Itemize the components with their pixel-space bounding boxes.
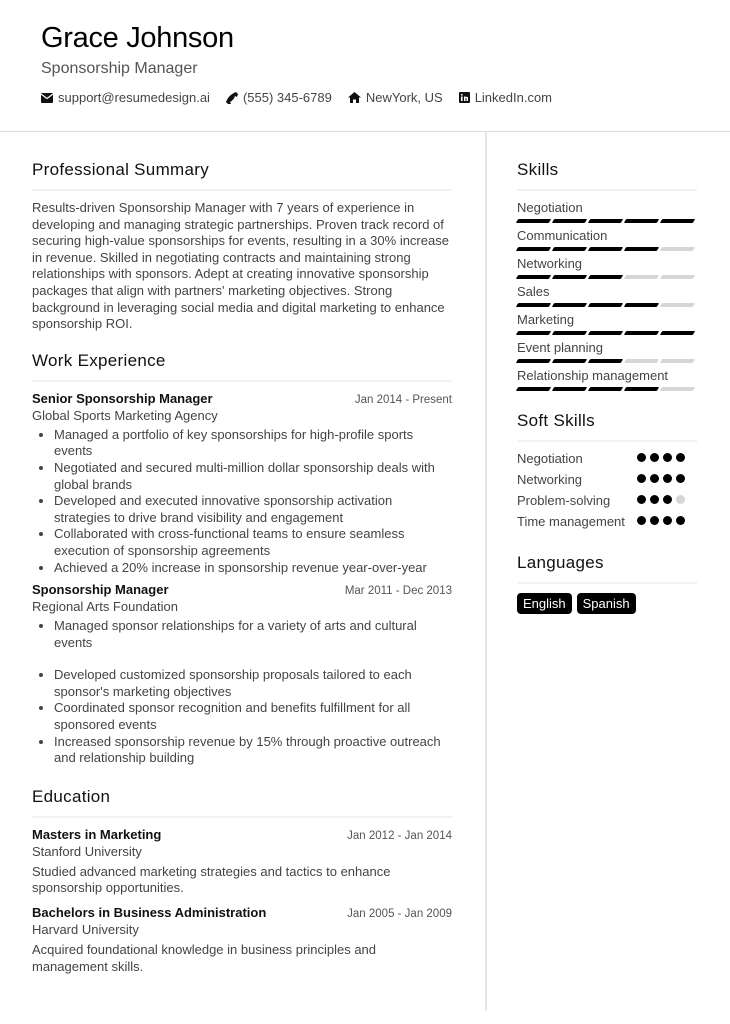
- candidate-title: Sponsorship Manager: [41, 60, 198, 77]
- level-segment: [516, 275, 551, 279]
- contact-phone-text: (555) 345-6789: [242, 90, 332, 105]
- level-segment: [660, 359, 695, 363]
- job-role: Sponsorship Manager: [32, 582, 169, 598]
- soft-skill-rating: [637, 493, 697, 504]
- rating-dot: [650, 474, 659, 483]
- level-segment: [552, 275, 587, 279]
- job-org: Global Sports Marketing Agency: [32, 407, 218, 423]
- skills-section: [517, 160, 697, 391]
- skill-level-bar: [517, 387, 697, 391]
- rating-dot: [676, 516, 685, 525]
- level-segment: [624, 303, 659, 307]
- education-desc: Studied advanced marketing strategies and tactics to enhance sponsorship opportunities.: [32, 863, 391, 896]
- level-segment: [588, 359, 623, 363]
- skills-list: [517, 200, 697, 391]
- section-title: Education: [32, 787, 452, 818]
- rating-dot: [637, 453, 646, 462]
- rating-dot: [663, 474, 672, 483]
- level-segment: [660, 219, 695, 223]
- skill-label: Marketing: [517, 312, 575, 327]
- level-segment: [588, 247, 623, 251]
- level-segment: [624, 275, 659, 279]
- level-segment: [624, 387, 659, 391]
- rating-dot: [663, 453, 672, 462]
- main-column: [32, 160, 452, 975]
- job-bullet: • Achieved a 20% increase in sponsorship revenue year-over-year: [54, 560, 452, 577]
- soft-skill-label: Time management: [517, 514, 625, 529]
- soft-skill-item: [517, 493, 697, 508]
- summary-section: [32, 160, 452, 333]
- rating-dot: [637, 516, 646, 525]
- education-date: Jan 2012 - Jan 2014: [347, 829, 452, 842]
- level-segment: [588, 219, 623, 223]
- soft-skills-list: [517, 451, 697, 529]
- job-bullet: • Negotiated and secured multi-million dollar sponsorship deals with global brands: [54, 460, 452, 493]
- section-title: Professional Summary: [32, 160, 452, 191]
- section-title: Soft Skills: [517, 411, 697, 442]
- job-date: Jan 2014 - Present: [354, 393, 452, 406]
- rating-dot: [637, 474, 646, 483]
- job-entry: [32, 391, 452, 576]
- skill-label: Event planning: [517, 340, 604, 355]
- contact-list: [41, 90, 568, 105]
- level-segment: [516, 219, 551, 223]
- soft-skill-rating: [637, 514, 697, 525]
- languages-list: [517, 593, 697, 614]
- job-bullet: • Increased sponsorship revenue by 15% through proactive outreach and relationship building: [54, 734, 452, 767]
- level-segment: [660, 275, 695, 279]
- skill-level-bar: [517, 331, 697, 335]
- skill-level-bar: [517, 247, 697, 251]
- section-title: Skills: [517, 160, 697, 191]
- rating-dot: [663, 495, 672, 504]
- job-bullet: • Managed sponsor relationships for a variety of arts and cultural events: [54, 618, 452, 651]
- level-segment: [516, 331, 551, 335]
- rating-dot: [650, 453, 659, 462]
- skill-item: [517, 340, 697, 363]
- job-entry: [32, 582, 452, 767]
- skill-item: [517, 312, 697, 335]
- skill-level-bar: [517, 219, 697, 223]
- home-icon: [348, 92, 361, 103]
- contact-linkedin-text: LinkedIn.com: [474, 90, 553, 105]
- level-segment: [588, 275, 623, 279]
- school: Stanford University: [32, 843, 142, 859]
- skill-label: Negotiation: [517, 200, 583, 215]
- rating-dot: [676, 495, 685, 504]
- contact-phone[interactable]: [226, 90, 332, 105]
- level-segment: [660, 247, 695, 251]
- skill-item: [517, 200, 697, 223]
- contact-location-text: NewYork, US: [365, 90, 443, 105]
- level-segment: [588, 303, 623, 307]
- soft-skills-section: [517, 411, 697, 529]
- skill-label: Relationship management: [517, 368, 669, 383]
- skill-label: Communication: [517, 228, 608, 243]
- soft-skill-item: [517, 472, 697, 487]
- level-segment: [660, 331, 695, 335]
- resume-header: [0, 0, 730, 132]
- soft-skill-rating: [637, 451, 697, 462]
- job-bullet: • Coordinated sponsor recognition and benefits fulfillment for all sponsored events: [54, 700, 452, 733]
- education-entry: [32, 905, 452, 975]
- candidate-name: Grace Johnson: [41, 22, 234, 54]
- soft-skill-label: Networking: [517, 472, 583, 487]
- languages-section: [517, 553, 697, 614]
- skill-level-bar: [517, 275, 697, 279]
- skill-label: Sales: [517, 284, 550, 299]
- job-bullet: • Developed customized sponsorship proposals tailored to each sponsor's marketing objectives: [54, 667, 452, 700]
- level-segment: [516, 303, 551, 307]
- soft-skill-item: [517, 514, 697, 529]
- level-segment: [624, 359, 659, 363]
- envelope-icon: [41, 93, 53, 103]
- level-segment: [552, 387, 587, 391]
- experience-section: [32, 351, 452, 767]
- level-segment: [552, 359, 587, 363]
- soft-skill-label: Negotiation: [517, 451, 583, 466]
- level-segment: [660, 387, 695, 391]
- section-title: Work Experience: [32, 351, 452, 382]
- degree: Bachelors in Business Administration: [32, 905, 267, 921]
- rating-dot: [663, 516, 672, 525]
- level-segment: [588, 387, 623, 391]
- skill-level-bar: [517, 303, 697, 307]
- contact-email-text: support@resumedesign.ai: [58, 90, 210, 105]
- soft-skill-item: [517, 451, 697, 466]
- language-tag: Spanish: [577, 593, 636, 614]
- level-segment: [552, 219, 587, 223]
- job-role: Senior Sponsorship Manager: [32, 390, 213, 406]
- level-segment: [624, 247, 659, 251]
- rating-dot: [676, 474, 685, 483]
- degree: Masters in Marketing: [32, 826, 162, 842]
- level-segment: [552, 247, 587, 251]
- language-tag: English: [517, 593, 572, 614]
- linkedin-icon: [459, 92, 470, 103]
- rating-dot: [676, 453, 685, 462]
- level-segment: [516, 247, 551, 251]
- level-segment: [624, 331, 659, 335]
- contact-linkedin[interactable]: [459, 90, 552, 105]
- education-section: [32, 787, 452, 975]
- skill-label: Networking: [517, 256, 583, 271]
- level-segment: [516, 387, 551, 391]
- level-segment: [624, 219, 659, 223]
- skill-item: [517, 256, 697, 279]
- phone-icon: [226, 92, 238, 104]
- job-bullet: • Collaborated with cross-functional teams to ensure seamless execution of sponsorship agreements: [54, 526, 452, 559]
- school: Harvard University: [32, 922, 139, 938]
- job-bullet: • Developed and executed innovative sponsorship activation strategies to drive brand visibility and engagement: [54, 493, 452, 526]
- rating-dot: [650, 495, 659, 504]
- education-desc: Acquired foundational knowledge in business principles and management skills.: [32, 942, 377, 974]
- rating-dot: [637, 495, 646, 504]
- job-date: Mar 2011 - Dec 2013: [344, 585, 452, 598]
- level-segment: [552, 303, 587, 307]
- education-date: Jan 2005 - Jan 2009: [347, 908, 452, 921]
- summary-text: Results-driven Sponsorship Manager with 7 years of experience in developing and managing strategic partnerships. Proven track record of securing high-value sponsorships for events, resulting in a 30% increase in revenue. Skilled in negotiating contracts and maintaining strong relationships with sponsors. Adept at creating innovative sponsorship packages that align with partners' marketing objectives. Strong background in leveraging social media and digital marketing to enhance sponsorship ROI.: [32, 200, 449, 332]
- skill-item: [517, 228, 697, 251]
- level-segment: [516, 359, 551, 363]
- job-bullets: [32, 618, 452, 767]
- rating-dot: [650, 516, 659, 525]
- skill-item: [517, 368, 697, 391]
- sidebar-column: [517, 160, 697, 614]
- job-bullets: [32, 427, 452, 576]
- education-entry: [32, 827, 452, 897]
- soft-skill-rating: [637, 472, 697, 483]
- section-title: Languages: [517, 553, 697, 584]
- job-bullet: • Managed a portfolio of key sponsorships for high-profile sports events: [54, 427, 452, 460]
- skill-level-bar: [517, 359, 697, 363]
- soft-skill-label: Problem-solving: [517, 493, 611, 508]
- level-segment: [588, 331, 623, 335]
- level-segment: [552, 331, 587, 335]
- contact-email[interactable]: [41, 90, 210, 105]
- skill-item: [517, 284, 697, 307]
- job-org: Regional Arts Foundation: [32, 599, 178, 615]
- column-divider: [485, 131, 487, 1011]
- level-segment: [660, 303, 695, 307]
- contact-location: [348, 90, 443, 105]
